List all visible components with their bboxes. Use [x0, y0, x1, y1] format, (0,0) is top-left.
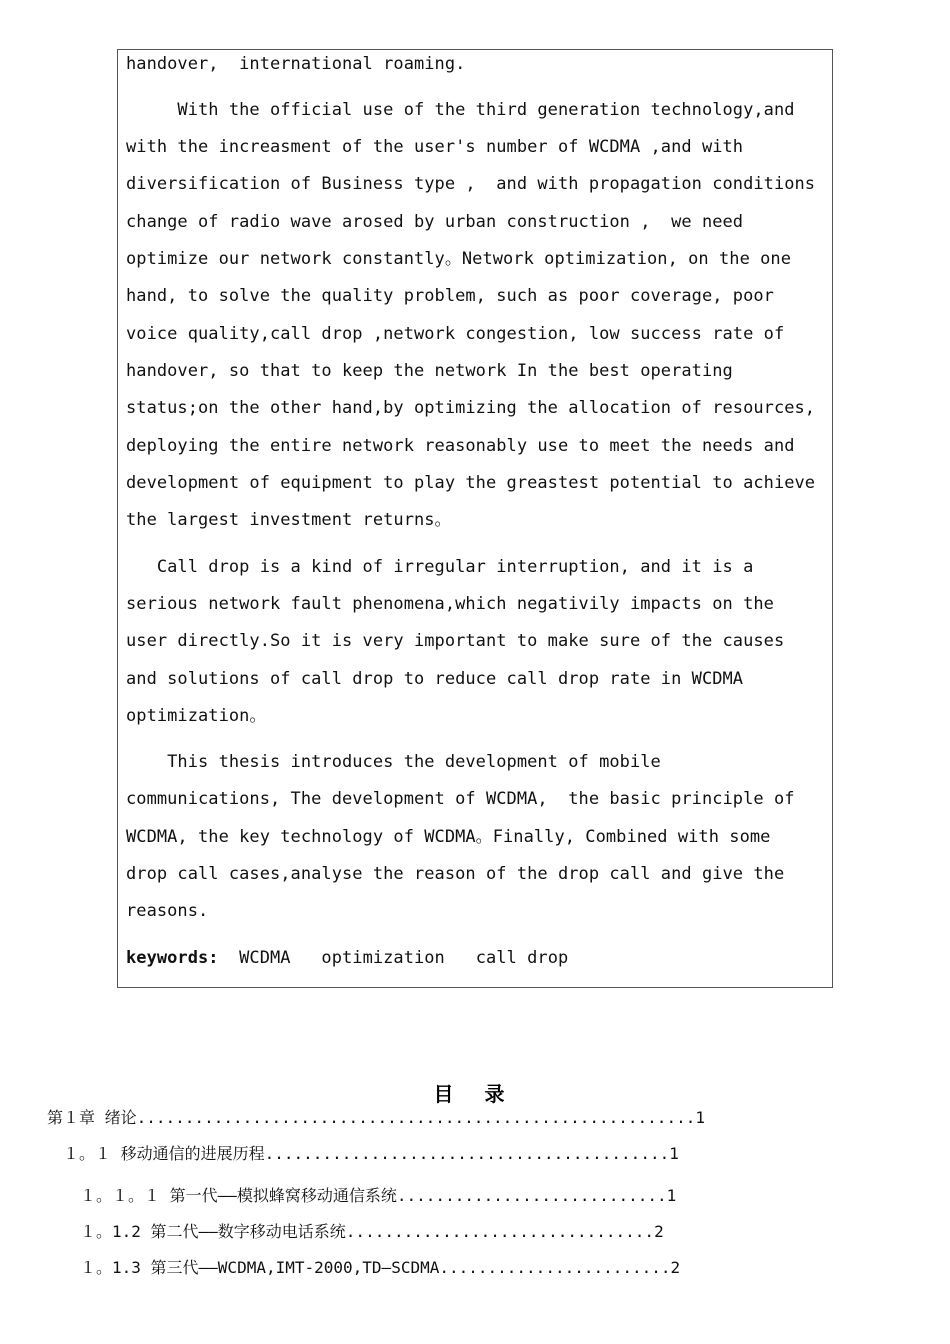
- abstract-line: hand, to solve the quality problem, such as poor coverage, poor: [126, 286, 774, 306]
- toc-entry-text: １。1.2 第二代——数字移动电话系统................................: [80, 1222, 655, 1241]
- abstract-line: development of equipment to play the greastest potential to achieve: [126, 473, 816, 493]
- toc-entry-page: 2: [654, 1222, 664, 1241]
- toc-entry[interactable]: [47, 1108, 705, 1128]
- abstract-line: Call drop is a kind of irregular interruption, and it is a: [126, 557, 754, 577]
- keywords-values: WCDMA optimization call drop: [218, 948, 569, 968]
- abstract-line: diversification of Business type , and with propagation conditions: [126, 174, 816, 194]
- abstract-box: [117, 49, 833, 988]
- abstract-line: optimize our network constantly。Network optimization, on the one: [126, 249, 791, 269]
- toc-entry-page: 1: [666, 1186, 677, 1205]
- abstract-line: and solutions of call drop to reduce call drop rate in WCDMA: [126, 669, 744, 689]
- abstract-line: status;on the other hand,by optimizing the allocation of resources,: [126, 398, 816, 418]
- toc-title: 目 录: [433, 1082, 517, 1106]
- toc-entry-page: 1: [695, 1108, 705, 1127]
- toc-entry-text: １。１。１ 第一代——模拟蜂窝移动通信系统............................: [80, 1186, 667, 1205]
- toc-entry-text: 第１章 绪论..........................................................: [47, 1108, 696, 1127]
- abstract-line: voice quality,call drop ,network congestion, low success rate of: [126, 324, 785, 344]
- keywords-label: keywords:: [126, 948, 219, 968]
- abstract-line: WCDMA, the key technology of WCDMA。Finally, Combined with some: [126, 827, 771, 847]
- abstract-line: user directly.So it is very important to make sure of the causes: [126, 631, 785, 651]
- toc-entry[interactable]: [63, 1144, 679, 1164]
- abstract-line: This thesis introduces the development of mobile: [126, 752, 661, 772]
- toc-entry-page: 1: [669, 1144, 679, 1163]
- abstract-line: with the increasment of the user's number of WCDMA ,and with: [126, 137, 744, 157]
- abstract-line: the largest investment returns。: [126, 510, 452, 530]
- abstract-line: deploying the entire network reasonably use to meet the needs and: [126, 436, 795, 456]
- abstract-line: optimization。: [126, 706, 267, 726]
- abstract-line: handover, so that to keep the network In the best operating: [126, 361, 733, 381]
- toc-entry-page: 2: [670, 1258, 681, 1277]
- abstract-line: serious network fault phenomena,which negativily impacts on the: [126, 594, 774, 614]
- keywords-line: [126, 948, 568, 968]
- toc-entry[interactable]: [80, 1222, 664, 1242]
- abstract-line: reasons.: [126, 901, 209, 921]
- abstract-line: drop call cases,analyse the reason of the drop call and give the: [126, 864, 785, 884]
- abstract-line: handover, international roaming.: [126, 54, 466, 74]
- abstract-line: change of radio wave arosed by urban construction , we need: [126, 212, 744, 232]
- toc-entry-text: １。1.3 第三代——WCDMA,IMT-2000,TD—SCDMA........................: [80, 1258, 671, 1277]
- toc-entry[interactable]: [80, 1186, 676, 1206]
- abstract-line: communications, The development of WCDMA, the basic principle of: [126, 789, 795, 809]
- toc-entry-text: １。１ 移动通信的进展历程..........................................: [63, 1144, 670, 1163]
- toc-entry[interactable]: [80, 1258, 680, 1278]
- abstract-line: With the official use of the third generation technology,and: [126, 100, 795, 120]
